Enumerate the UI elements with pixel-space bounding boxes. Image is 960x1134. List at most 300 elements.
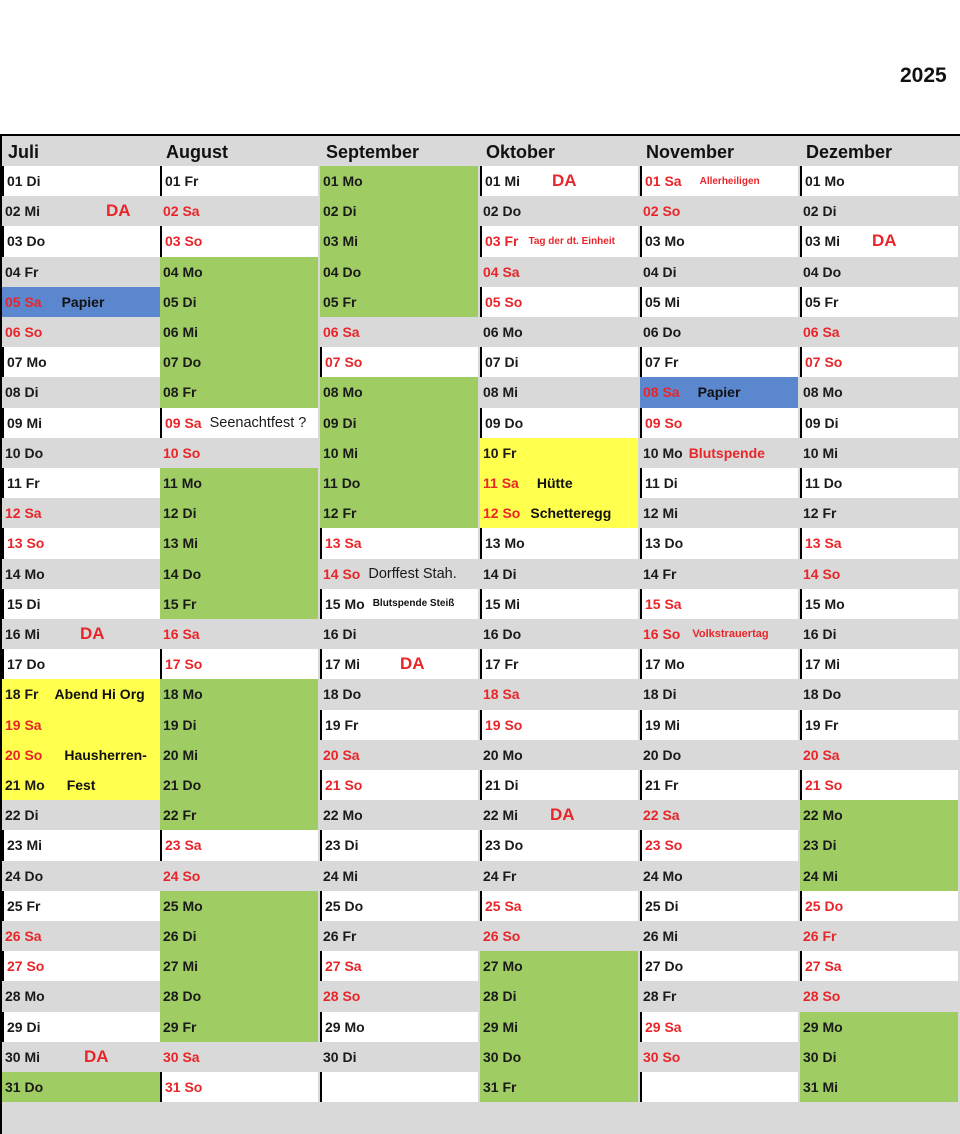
- day-label: 23 So: [645, 837, 683, 854]
- day-label: 20 Mi: [163, 746, 199, 763]
- day-label: 16 Sa: [163, 626, 200, 643]
- day-label: 31 Do: [5, 1079, 44, 1096]
- day-cell: [2, 347, 160, 377]
- day-cell: [2, 861, 160, 891]
- day-cell: [320, 196, 478, 226]
- day-label: 12 So: [483, 505, 521, 522]
- day-label: 14 So: [323, 565, 361, 582]
- day-cell: [480, 891, 638, 921]
- day-label: 08 Mo: [803, 384, 843, 401]
- day-cell: [480, 770, 638, 800]
- day-label: 08 Di: [5, 384, 39, 401]
- day-cell: [640, 740, 798, 770]
- day-label: 30 Di: [323, 1048, 357, 1065]
- day-label: 24 So: [163, 867, 201, 884]
- day-label: 04 Mo: [163, 263, 203, 280]
- day-cell: [320, 921, 478, 951]
- day-cell: [160, 559, 318, 589]
- day-cell: [160, 800, 318, 830]
- day-cell: [640, 528, 798, 558]
- day-cell: [480, 830, 638, 860]
- day-label: 19 Fr: [325, 716, 359, 733]
- day-label: 14 So: [803, 565, 841, 582]
- day-cell: [160, 528, 318, 558]
- day-label: 29 Mo: [325, 1018, 365, 1035]
- day-cell: [320, 166, 478, 196]
- day-label: 07 So: [325, 354, 363, 371]
- event-note: Hütte: [536, 475, 573, 492]
- day-label: 20 Sa: [323, 746, 360, 763]
- day-label: 11 Do: [323, 475, 361, 492]
- day-cell: [320, 317, 478, 347]
- day-label: 27 Mo: [483, 958, 523, 975]
- day-label: 27 Do: [645, 958, 684, 975]
- day-cell: [640, 981, 798, 1011]
- day-label: 03 Mi: [323, 233, 359, 250]
- day-label: 30 So: [643, 1048, 681, 1065]
- day-label: 09 So: [645, 414, 683, 431]
- day-cell: [160, 891, 318, 921]
- day-cell: [640, 830, 798, 860]
- event-note: DA: [872, 231, 897, 251]
- day-cell: [640, 498, 798, 528]
- day-cell: [640, 1012, 798, 1042]
- day-cell: [160, 468, 318, 498]
- day-label: 16 So: [643, 626, 681, 643]
- day-cell: [2, 438, 160, 468]
- month-column: [0, 136, 160, 1134]
- day-cell: [320, 951, 478, 981]
- day-label: 10 Mi: [803, 444, 839, 461]
- day-cell: [800, 921, 958, 951]
- day-label: 29 Fr: [163, 1018, 197, 1035]
- day-label: 30 Do: [483, 1048, 522, 1065]
- day-cell: [480, 951, 638, 981]
- day-label: 27 Mi: [163, 958, 199, 975]
- day-label: 16 Mi: [5, 626, 41, 643]
- day-label: 09 Sa: [165, 414, 202, 431]
- event-note: Papier: [697, 384, 741, 401]
- day-label: 26 Fr: [803, 928, 837, 945]
- day-cell: [640, 438, 798, 468]
- day-label: 24 Do: [5, 867, 44, 884]
- day-cell: [800, 951, 958, 981]
- event-note: DA: [80, 624, 105, 644]
- day-label: 11 Fr: [7, 475, 40, 492]
- month-header: August: [166, 142, 228, 162]
- day-cell: [160, 408, 318, 438]
- day-cell: [480, 1042, 638, 1072]
- day-cell: [800, 740, 958, 770]
- day-cell: [160, 257, 318, 287]
- day-label: 16 Di: [323, 626, 357, 643]
- day-label: 15 Fr: [163, 595, 197, 612]
- day-label: 12 Fr: [323, 505, 357, 522]
- day-cell: [320, 257, 478, 287]
- day-cell: [160, 347, 318, 377]
- day-label: 04 Sa: [483, 263, 520, 280]
- day-cell: [2, 619, 160, 649]
- day-cell: [480, 619, 638, 649]
- day-cell: [640, 166, 798, 196]
- day-cell: [2, 317, 160, 347]
- day-cell: [480, 196, 638, 226]
- day-cell: [2, 679, 160, 709]
- day-label: 03 So: [165, 233, 203, 250]
- day-cell: [480, 921, 638, 951]
- day-label: 03 Fr: [485, 233, 519, 250]
- event-note: Tag der dt. Einheit: [528, 235, 615, 247]
- day-cell: [800, 589, 958, 619]
- month-column: [160, 136, 320, 1134]
- event-note: DA: [552, 171, 577, 191]
- day-cell: [800, 408, 958, 438]
- day-cell: [2, 830, 160, 860]
- day-cell: [160, 861, 318, 891]
- day-label: 20 Mo: [483, 746, 523, 763]
- day-cell: [800, 710, 958, 740]
- month-header: Dezember: [806, 142, 893, 162]
- day-label: 03 Mo: [645, 233, 685, 250]
- day-label: 05 Sa: [5, 293, 42, 310]
- day-cell: [320, 1072, 478, 1102]
- day-cell: [800, 861, 958, 891]
- day-cell: [800, 226, 958, 256]
- day-cell: [800, 287, 958, 317]
- day-cell: [800, 166, 958, 196]
- day-label: 05 So: [485, 293, 523, 310]
- day-label: 01 Fr: [165, 173, 199, 190]
- day-label: 24 Fr: [483, 867, 517, 884]
- day-cell: [800, 438, 958, 468]
- day-label: 10 Mi: [323, 444, 359, 461]
- day-cell: [800, 679, 958, 709]
- day-cell: [320, 528, 478, 558]
- day-label: 10 Mo: [643, 444, 683, 461]
- day-label: 08 Mi: [483, 384, 519, 401]
- day-label: 17 Mi: [325, 656, 361, 673]
- day-cell: [800, 619, 958, 649]
- day-label: 02 Di: [323, 203, 357, 220]
- day-cell: [2, 981, 160, 1011]
- day-label: 22 Di: [5, 807, 39, 824]
- year-label: 2025: [900, 64, 947, 87]
- day-label: 04 Do: [323, 263, 362, 280]
- day-label: 18 Do: [323, 686, 362, 703]
- day-cell: [480, 559, 638, 589]
- day-label: 27 So: [7, 958, 45, 975]
- day-cell: [640, 921, 798, 951]
- event-note: DA: [106, 201, 131, 221]
- day-label: 28 Mo: [5, 988, 45, 1005]
- event-note: Allerheiligen: [699, 175, 760, 187]
- day-label: 26 Sa: [5, 928, 42, 945]
- day-cell: [800, 347, 958, 377]
- day-cell: [320, 830, 478, 860]
- day-label: 06 Sa: [803, 324, 840, 341]
- day-cell: [640, 257, 798, 287]
- day-cell: [640, 1042, 798, 1072]
- day-label: 31 Mi: [803, 1079, 839, 1096]
- day-cell: [160, 377, 318, 407]
- day-label: 02 Mi: [5, 203, 41, 220]
- day-label: 18 Mo: [163, 686, 203, 703]
- day-label: 16 Di: [803, 626, 837, 643]
- day-label: 04 Do: [803, 263, 842, 280]
- day-cell: [480, 981, 638, 1011]
- day-cell: [320, 226, 478, 256]
- day-cell: [2, 528, 160, 558]
- month-header: November: [646, 142, 735, 162]
- day-cell: [2, 1042, 160, 1072]
- day-cell: [2, 498, 160, 528]
- day-label: 17 So: [165, 656, 203, 673]
- day-label: 11 Mo: [163, 475, 202, 492]
- day-cell: [640, 408, 798, 438]
- day-label: 30 Mi: [5, 1048, 41, 1065]
- day-label: 14 Fr: [643, 565, 677, 582]
- day-cell: [2, 257, 160, 287]
- day-label: 15 Di: [7, 595, 41, 612]
- event-note: DA: [550, 805, 575, 825]
- day-cell: [320, 287, 478, 317]
- month-column: [320, 136, 480, 1134]
- day-cell: [320, 498, 478, 528]
- day-label: 21 Do: [163, 777, 202, 794]
- day-label: 04 Di: [643, 263, 677, 280]
- day-label: 06 Sa: [323, 324, 360, 341]
- day-label: 17 Mo: [645, 656, 685, 673]
- day-cell: [160, 1072, 318, 1102]
- day-label: 17 Do: [7, 656, 46, 673]
- day-label: 17 Mi: [805, 656, 841, 673]
- day-cell: [800, 528, 958, 558]
- day-cell: [800, 498, 958, 528]
- day-label: 27 Sa: [325, 958, 362, 975]
- month-header: September: [326, 142, 420, 162]
- day-cell: [320, 861, 478, 891]
- day-label: 28 Do: [163, 988, 202, 1005]
- day-label: 13 Do: [645, 535, 684, 552]
- day-cell: [320, 377, 478, 407]
- day-cell: [2, 468, 160, 498]
- day-cell: [160, 287, 318, 317]
- day-label: 25 Do: [325, 897, 364, 914]
- day-label: 13 So: [7, 535, 45, 552]
- day-cell: [800, 1042, 958, 1072]
- day-cell: [640, 317, 798, 347]
- day-label: 21 Di: [485, 777, 519, 794]
- day-label: 18 Fr: [5, 686, 39, 703]
- day-label: 03 Mi: [805, 233, 841, 250]
- day-label: 09 Mi: [7, 414, 43, 431]
- day-label: 04 Fr: [5, 263, 39, 280]
- day-label: 29 Di: [7, 1018, 41, 1035]
- day-cell: [160, 226, 318, 256]
- day-label: 08 Mo: [323, 384, 363, 401]
- day-label: 15 Mo: [805, 595, 845, 612]
- day-cell: [2, 710, 160, 740]
- day-label: 10 So: [163, 444, 201, 461]
- day-label: 05 Mi: [645, 293, 681, 310]
- day-label: 23 Do: [485, 837, 524, 854]
- day-label: 14 Do: [163, 565, 202, 582]
- day-label: 24 Mi: [323, 867, 359, 884]
- day-label: 12 Sa: [5, 505, 42, 522]
- day-label: 07 Di: [485, 354, 519, 371]
- day-label: 12 Mi: [643, 505, 679, 522]
- day-cell: [160, 438, 318, 468]
- day-label: 13 Mi: [163, 535, 199, 552]
- day-label: 21 Mo: [5, 777, 45, 794]
- day-label: 25 Sa: [485, 897, 522, 914]
- day-label: 23 Di: [803, 837, 837, 854]
- day-cell: [160, 710, 318, 740]
- day-cell: [320, 468, 478, 498]
- day-cell: [800, 196, 958, 226]
- day-label: 23 Sa: [165, 837, 202, 854]
- day-label: 23 Mi: [7, 837, 43, 854]
- event-note: Fest: [66, 777, 96, 794]
- day-label: 01 Di: [7, 173, 41, 190]
- day-label: 22 Mi: [483, 807, 519, 824]
- day-label: 05 Di: [163, 293, 197, 310]
- day-cell: [320, 619, 478, 649]
- day-cell: [2, 1072, 160, 1102]
- day-label: 31 So: [165, 1079, 203, 1096]
- day-cell: [640, 347, 798, 377]
- day-label: 15 Mi: [485, 595, 521, 612]
- day-cell: [2, 891, 160, 921]
- event-note: DA: [400, 654, 425, 674]
- day-cell: [800, 559, 958, 589]
- day-cell: [640, 710, 798, 740]
- day-label: 29 Sa: [645, 1018, 682, 1035]
- day-cell: [320, 740, 478, 770]
- day-cell: [640, 196, 798, 226]
- day-label: 01 Mo: [805, 173, 845, 190]
- day-cell: [480, 468, 638, 498]
- day-cell: [320, 679, 478, 709]
- day-label: 25 Fr: [7, 897, 41, 914]
- month-column: [480, 136, 640, 1134]
- day-label: 14 Mo: [5, 565, 45, 582]
- day-label: 11 Do: [805, 475, 843, 492]
- day-cell: [480, 861, 638, 891]
- day-cell: [640, 951, 798, 981]
- day-cell: [320, 891, 478, 921]
- day-cell: [480, 710, 638, 740]
- day-cell: [800, 377, 958, 407]
- day-label: 07 Do: [163, 354, 202, 371]
- day-cell: [480, 287, 638, 317]
- day-label: 26 Mi: [643, 928, 679, 945]
- day-cell: [800, 317, 958, 347]
- day-cell: [800, 830, 958, 860]
- day-label: 19 So: [485, 716, 523, 733]
- day-cell: [640, 891, 798, 921]
- day-cell: [320, 559, 478, 589]
- day-label: 06 Mi: [163, 324, 199, 341]
- day-cell: [160, 1012, 318, 1042]
- day-cell: [160, 679, 318, 709]
- day-label: 26 So: [483, 928, 521, 945]
- day-cell: [160, 317, 318, 347]
- month-header: Oktober: [486, 142, 556, 162]
- day-cell: [160, 498, 318, 528]
- day-cell: [800, 1072, 958, 1102]
- day-cell: [800, 1012, 958, 1042]
- day-cell: [640, 861, 798, 891]
- day-label: 22 Mo: [803, 807, 843, 824]
- day-label: 28 So: [803, 988, 841, 1005]
- day-cell: [320, 981, 478, 1011]
- day-label: 22 Fr: [163, 807, 197, 824]
- day-label: 09 Di: [805, 414, 839, 431]
- day-cell: [160, 740, 318, 770]
- day-cell: [640, 619, 798, 649]
- day-label: 24 Mi: [803, 867, 839, 884]
- day-label: 02 So: [643, 203, 681, 220]
- day-cell: [2, 377, 160, 407]
- day-cell: [800, 981, 958, 1011]
- day-cell: [480, 347, 638, 377]
- calendar-grid: [0, 134, 960, 1134]
- day-cell: [160, 921, 318, 951]
- day-label: 25 Mo: [163, 897, 203, 914]
- day-label: 22 Mo: [323, 807, 363, 824]
- day-cell: [160, 830, 318, 860]
- day-cell: [2, 921, 160, 951]
- day-label: 10 Do: [5, 444, 44, 461]
- day-label: 30 Di: [803, 1048, 837, 1065]
- day-cell: [320, 408, 478, 438]
- day-label: 21 So: [805, 777, 843, 794]
- day-label: 24 Mo: [643, 867, 683, 884]
- day-cell: [320, 649, 478, 679]
- day-label: 18 Di: [643, 686, 677, 703]
- month-column: [640, 136, 800, 1134]
- day-label: 17 Fr: [485, 656, 519, 673]
- day-label: 30 Sa: [163, 1048, 200, 1065]
- day-label: 01 Sa: [645, 173, 682, 190]
- day-cell: [320, 710, 478, 740]
- event-note: Schetteregg: [530, 505, 612, 522]
- day-label: 12 Fr: [803, 505, 837, 522]
- day-cell: [640, 770, 798, 800]
- day-label: 18 Do: [803, 686, 842, 703]
- day-cell: [160, 619, 318, 649]
- day-cell: [480, 679, 638, 709]
- day-label: 01 Mo: [323, 173, 363, 190]
- day-label: 20 Sa: [803, 746, 840, 763]
- day-label: 31 Fr: [483, 1079, 517, 1096]
- day-label: 01 Mi: [485, 173, 521, 190]
- day-label: 25 Di: [645, 897, 679, 914]
- day-cell: [800, 468, 958, 498]
- day-cell: [320, 800, 478, 830]
- day-label: 15 Sa: [645, 595, 682, 612]
- day-cell: [2, 800, 160, 830]
- day-cell: [800, 649, 958, 679]
- day-cell: [800, 891, 958, 921]
- day-label: 06 Mo: [483, 324, 523, 341]
- day-label: 19 Di: [163, 716, 197, 733]
- month-header: Juli: [8, 142, 40, 162]
- day-cell: [160, 649, 318, 679]
- day-label: 09 Do: [485, 414, 524, 431]
- day-label: 11 Sa: [483, 475, 519, 492]
